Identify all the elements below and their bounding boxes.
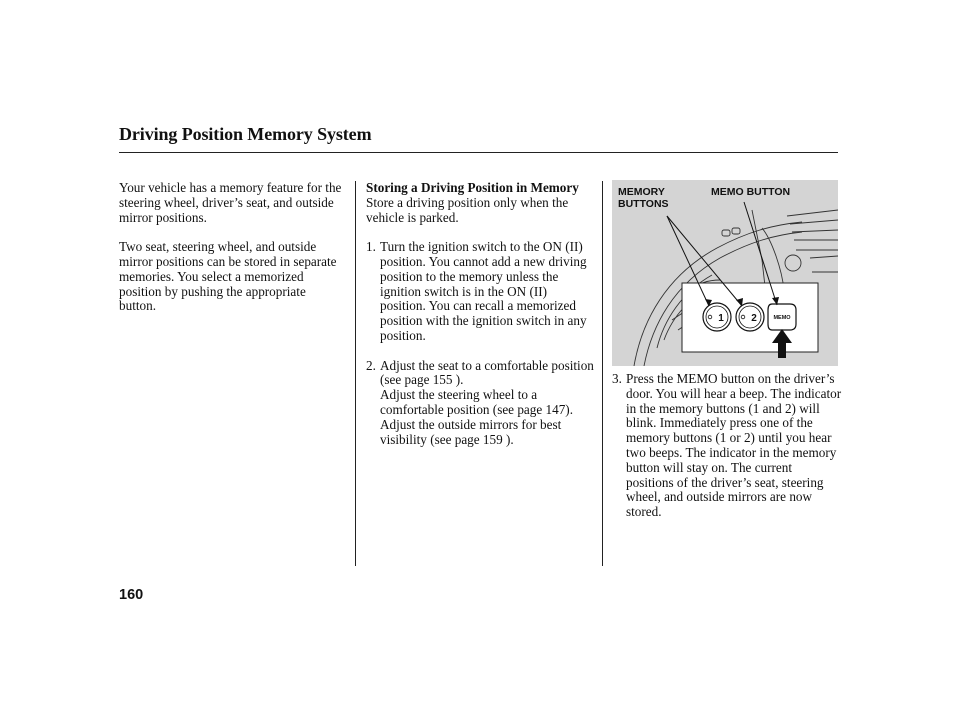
page-number: 160 <box>119 587 144 603</box>
memories-paragraph: Two seat, steering wheel, and outside mirror positions can be stored in separate memories. You select a memorized position by pushing the appropriate button. <box>119 239 337 314</box>
column-3 <box>612 372 842 520</box>
button-2-label: 2 <box>751 313 757 324</box>
column-2 <box>366 181 596 447</box>
page-title: Driving Position Memory System <box>119 124 372 144</box>
button-1-label: 1 <box>718 313 724 324</box>
step-2 <box>366 359 596 448</box>
step-2-wheel-text: Adjust the steering wheel to a comfortable position (see page 147). <box>380 387 573 417</box>
step-2-seat-text: Adjust the seat to a comfortable position (see page 155 ). <box>380 357 594 388</box>
step-2-number: 2. <box>366 357 376 373</box>
memo-button-icon <box>768 304 796 330</box>
column-divider-1 <box>355 181 356 566</box>
step-3 <box>612 372 842 520</box>
intro-paragraph: Your vehicle has a memory feature for the steering wheel, driver’s seat, and outside mirror positions. <box>119 180 342 225</box>
memory-buttons-label: MEMORY BUTTONS <box>618 186 669 210</box>
memo-button-label-callout: MEMO BUTTON <box>711 186 791 198</box>
memory-button-1-icon <box>703 303 731 331</box>
step-1-number: 1. <box>366 239 376 255</box>
step-2-body <box>380 359 596 448</box>
title-divider <box>119 152 838 153</box>
section-intro: Store a driving position only when the vehicle is parked. <box>366 194 569 225</box>
memory-buttons-illustration <box>612 180 838 366</box>
step-3-number: 3. <box>612 371 622 386</box>
memo-button-label: MEMO <box>773 315 791 321</box>
step-1 <box>366 240 596 344</box>
step-1-text: Turn the ignition switch to the ON (II) position. You cannot add a new driving position to the memory unless the ignition switch is in the ON (II) position. You can recall a memorized position with the ignition switch in any position. <box>380 239 587 343</box>
memory-button-2-icon <box>736 303 764 331</box>
column-1 <box>119 181 344 314</box>
step-3-text: Press the MEMO button on the driver’s door. You will hear a beep. The indicator in the memory buttons (1 and 2) will blink. Immediately press one of the memory buttons (1 or 2) until you hear two beeps. The indicator in the memory button will stay on. The current positions of the driver’s seat, steering wheel, and outside mirrors are now stored. <box>626 371 842 520</box>
step-2-mirror-text: Adjust the outside mirrors for best visibility (see page 159 ). <box>380 416 562 447</box>
section-heading: Storing a Driving Position in Memory <box>366 180 579 195</box>
column-divider-2 <box>602 181 603 566</box>
